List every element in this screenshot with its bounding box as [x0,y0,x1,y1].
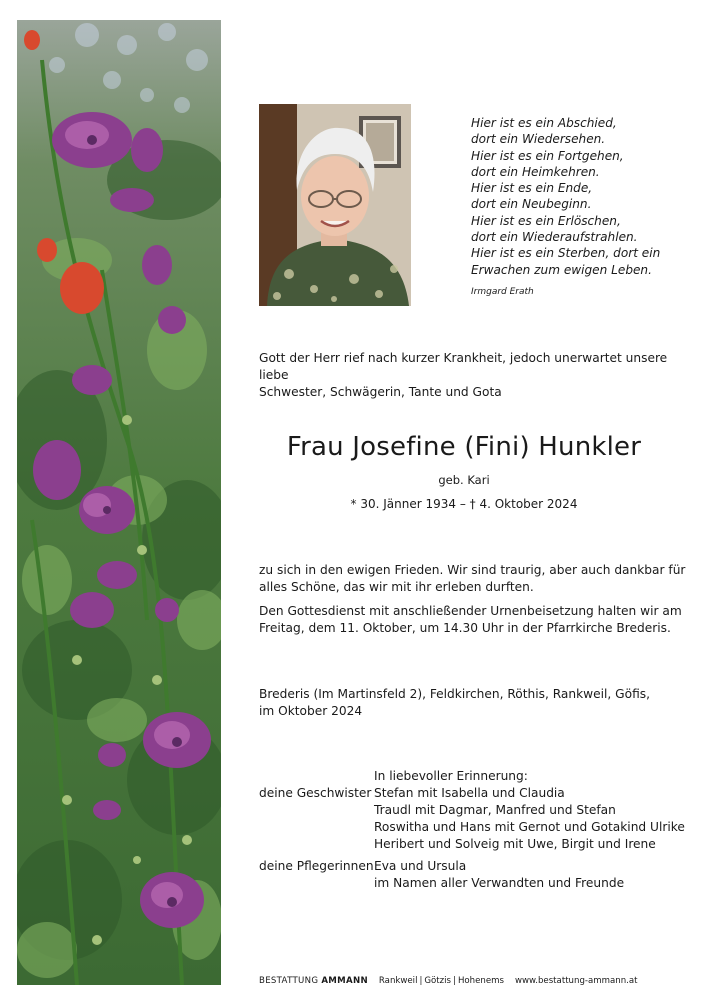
closing-entry: im Namen aller Verwandten und Freunde [374,876,625,890]
paragraph-line: Den Gottesdienst mit anschließender Urnenbeisetzung halten wir am [259,604,682,618]
life-dates: * 30. Jänner 1934 – † 4. Oktober 2024 [350,497,578,511]
poem-line: Hier ist es ein Abschied, [471,116,617,130]
deceased-name: Frau Josefine (Fini) Hunkler [286,432,642,462]
funeral-home-brand [259,976,368,986]
paragraph-line: Brederis (Im Martinsfeld 2), Feldkirchen, Röthis, Rankweil, Göfis, [259,687,650,701]
siblings-row [259,785,689,802]
sibling-entry: Heribert und Solveig mit Uwe, Birgit und Irene [374,837,656,851]
birth-name: geb. Kari [438,473,490,487]
poem-line: dort ein Wiedersehen. [471,132,606,147]
carer-entry: Eva und Ursula [374,859,467,873]
location-goetzis: Götzis [424,976,452,986]
poem-line: dort ein Wiederaufstrahlen. [471,230,638,245]
portrait-photo [259,104,411,306]
place-paragraph [259,686,669,720]
memory-heading-row [259,768,689,785]
memory-heading: In liebevoller Erinnerung: [374,769,528,783]
carers-label: deine Pflegerinnen [259,859,374,873]
paragraph-line: alles Schöne, das wir mit ihr erleben durften. [259,580,534,594]
mourners-list [259,768,689,892]
sibling-entry: Roswitha und Hans mit Gernot und Gotakind Ulrike [374,820,685,834]
footer: BESTATTUNG AMMANN Rankweil | Götzis | Hohenems www.bestattung-ammann.at [259,976,638,986]
intro-line: Schwester, Schwägerin, Tante und Gota [259,385,502,399]
intro-line: Gott der Herr rief nach kurzer Krankheit, jedoch unerwartet unsere liebe [259,351,668,382]
sibling-entry: Traudl mit Dagmar, Manfred und Stefan [374,803,616,817]
website-link[interactable]: www.bestattung-ammann.at [514,976,638,986]
location-hohenems: Hohenems [457,976,504,986]
intro-text [259,350,669,401]
location-rankweil: Rankweil [378,976,418,986]
poem [471,115,686,300]
poem-line: dort ein Heimkehren. [471,164,600,179]
paragraph-line: im Oktober 2024 [259,704,363,718]
poem-line: Hier ist es ein Sterben, dort ein [471,246,661,261]
poem-line: Hier ist es ein Fortgehen, [471,148,624,163]
poem-author: Irmgard Erath [471,286,534,297]
service-paragraph [259,603,682,637]
sibling-entry: Stefan mit Isabella und Claudia [374,786,565,800]
paragraph-line: Freitag, dem 11. Oktober, um 14.30 Uhr in der Pfarrkirche Brederis. [259,621,671,635]
brand-light: BESTATTUNG [259,976,319,986]
peace-paragraph [259,562,686,596]
poem-line: dort ein Neubeginn. [471,197,592,212]
siblings-label: deine Geschwister [259,786,372,800]
poem-line: Erwachen zum ewigen Leben. [471,262,652,277]
paragraph-line: zu sich in den ewigen Frieden. Wir sind traurig, aber auch dankbar für [259,563,686,577]
flower-photo-image [17,20,221,985]
carers-row [259,858,689,875]
brand-bold: AMMANN [321,976,368,986]
poem-line: Hier ist es ein Ende, [471,181,593,196]
poem-line: Hier ist es ein Erlöschen, [471,213,621,228]
portrait-image [259,104,411,306]
flower-photo-strip [17,20,221,985]
